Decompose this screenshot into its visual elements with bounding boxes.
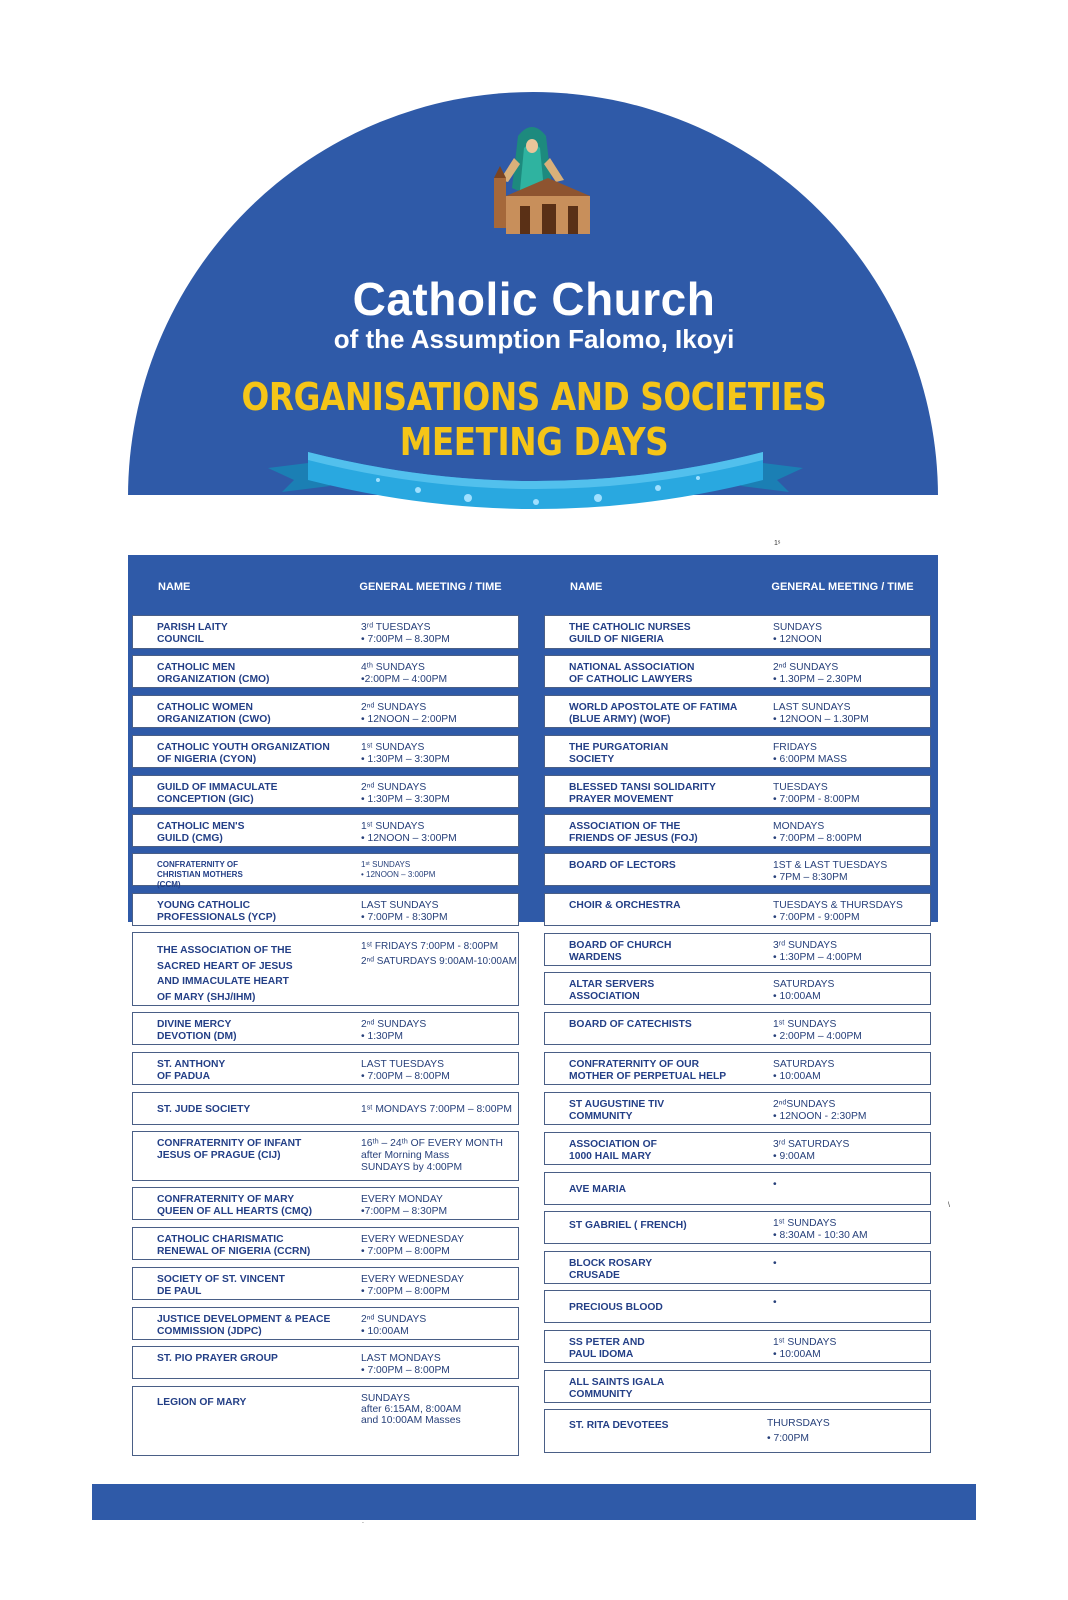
list-item: THE PURGATORIAN SOCIETY FRIDAYS • 6:00PM MASS [544,735,931,768]
list-item: BLOCK ROSARY CRUSADE • [544,1251,931,1284]
stray-mark: \ [948,1202,950,1209]
list-item: ST. RITA DEVOTEES THURSDAYS • 7:00PM [544,1409,931,1453]
stray-mark: . [362,1518,364,1525]
footer-bar [92,1484,976,1520]
list-item: CONFRATERNITY OF CHRISTIAN MOTHERS (CCM) 1ˢᵗ SUNDAYS • 12NOON – 3:00PM [132,853,519,886]
list-item: CONFRATERNITY OF OUR MOTHER OF PERPETUAL HELP SATURDAYS • 10:00AM [544,1052,931,1085]
list-item: PARISH LAITY COUNCIL 3ʳᵈ TUESDAYS • 7:00PM – 8.30PM [132,615,519,649]
list-item: BOARD OF CHURCH WARDENS 3ʳᵈ SUNDAYS • 1:30PM – 4:00PM [544,933,931,966]
list-item: JUSTICE DEVELOPMENT & PEACE COMMISSION (JDPC) 2ⁿᵈ SUNDAYS • 10:00AM [132,1307,519,1340]
list-item: AVE MARIA • [544,1172,931,1205]
list-item: ST AUGUSTINE TIV COMMUNITY 2ⁿᵈSUNDAYS • 12NOON - 2:30PM [544,1092,931,1125]
list-item: ALTAR SERVERS ASSOCIATION SATURDAYS • 10:00AM [544,972,931,1005]
right-header-name: NAME [544,572,731,602]
right-header-time: GENERAL MEETING / TIME [749,572,936,602]
list-item: BOARD OF CATECHISTS 1ˢᵗ SUNDAYS • 2:00PM – 4:00PM [544,1012,931,1045]
list-item: CATHOLIC MEN'S GUILD (CMG) 1ˢᵗ SUNDAYS • 12NOON – 3:00PM [132,814,519,847]
list-item: ST. JUDE SOCIETY 1ˢᵗ MONDAYS 7:00PM – 8:00PM [132,1092,519,1125]
list-item: CATHOLIC CHARISMATIC RENEWAL OF NIGERIA (CCRN) EVERY WEDNESDAY • 7:00PM – 8:00PM [132,1227,519,1260]
list-item: ST GABRIEL ( FRENCH) 1ˢᵗ SUNDAYS • 8:30AM - 10:30 AM [544,1211,931,1244]
list-item: THE CATHOLIC NURSES GUILD OF NIGERIA SUNDAYS • 12NOON [544,615,931,649]
list-item: YOUNG CATHOLIC PROFESSIONALS (YCP) LAST SUNDAYS • 7:00PM - 8:30PM [132,893,519,926]
list-item: THE ASSOCIATION OF THE SACRED HEART OF JESUS AND IMMACULATE HEART OF MARY (SHJ/IHM) 1ˢᵗ FRIDAYS 7:00PM - 8:00PM 2ⁿᵈ SATURDAYS 9:00AM-10:00AM [132,932,519,1006]
banner-title-line1: ORGANISATIONS AND SOCIETIES [241,375,827,419]
list-item: ST. ANTHONY OF PADUA LAST TUESDAYS • 7:00PM – 8:00PM [132,1052,519,1085]
list-item: CATHOLIC YOUTH ORGANIZATION OF NIGERIA (CYON) 1ˢᵗ SUNDAYS • 1:30PM – 3:30PM [132,735,519,768]
ribbon-banner-icon [268,440,803,520]
list-item: SOCIETY OF ST. VINCENT DE PAUL EVERY WEDNESDAY • 7:00PM – 8:00PM [132,1267,519,1300]
list-item: NATIONAL ASSOCIATION OF CATHOLIC LAWYERS 2ⁿᵈ SUNDAYS • 1.30PM – 2.30PM [544,655,931,688]
list-item: CATHOLIC WOMEN ORGANIZATION (CWO) 2ⁿᵈ SUNDAYS • 12NOON – 2:00PM [132,695,519,728]
list-item: ST. PIO PRAYER GROUP LAST MONDAYS • 7:00PM – 8:00PM [132,1346,519,1379]
list-item: ASSOCIATION OF THE FRIENDS OF JESUS (FOJ) MONDAYS • 7:00PM – 8:00PM [544,814,931,847]
left-header-time: GENERAL MEETING / TIME [337,572,524,602]
list-item: DIVINE MERCY DEVOTION (DM) 2ⁿᵈ SUNDAYS • 1:30PM [132,1012,519,1045]
list-item: WORLD APOSTOLATE OF FATIMA (BLUE ARMY) (WOF) LAST SUNDAYS • 12NOON – 1.30PM [544,695,931,728]
list-item: PRECIOUS BLOOD • [544,1290,931,1323]
banner-title-line2: MEETING DAYS [399,420,669,464]
church-name: Catholic Church [352,273,716,325]
church-logo-icon [470,118,600,243]
list-item: CONFRATERNITY OF MARY QUEEN OF ALL HEARTS (CMQ) EVERY MONDAY •7:00PM – 8:30PM [132,1187,519,1220]
list-item: SS PETER AND PAUL IDOMA 1ˢᵗ SUNDAYS • 10:00AM [544,1330,931,1363]
list-item: CONFRATERNITY OF INFANT JESUS OF PRAGUE (CIJ) 16ᵗʰ – 24ᵗʰ OF EVERY MONTH after Morning Mass SUNDAYS by 4:00PM [132,1131,519,1181]
list-item: LEGION OF MARY SUNDAYS after 6:15AM, 8:00AM and 10:00AM Masses [132,1386,519,1456]
stray-mark: 1ˢ [774,540,781,547]
church-location: of the Assumption Falomo, Ikoyi [333,324,735,354]
list-item: BLESSED TANSI SOLIDARITY PRAYER MOVEMENT TUESDAYS • 7:00PM - 8:00PM [544,775,931,808]
list-item: GUILD OF IMMACULATE CONCEPTION (GIC) 2ⁿᵈ SUNDAYS • 1:30PM – 3:30PM [132,775,519,808]
list-item: CATHOLIC MEN ORGANIZATION (CMO) 4ᵗʰ SUNDAYS •2:00PM – 4:00PM [132,655,519,688]
list-item: ALL SAINTS IGALA COMMUNITY [544,1370,931,1403]
list-item: ASSOCIATION OF 1000 HAIL MARY 3ʳᵈ SATURDAYS • 9:00AM [544,1132,931,1165]
list-item: BOARD OF LECTORS 1ST & LAST TUESDAYS • 7PM – 8:30PM [544,853,931,886]
list-item: CHOIR & ORCHESTRA TUESDAYS & THURSDAYS • 7:00PM - 9:00PM [544,893,931,926]
left-header-name: NAME [132,572,319,602]
